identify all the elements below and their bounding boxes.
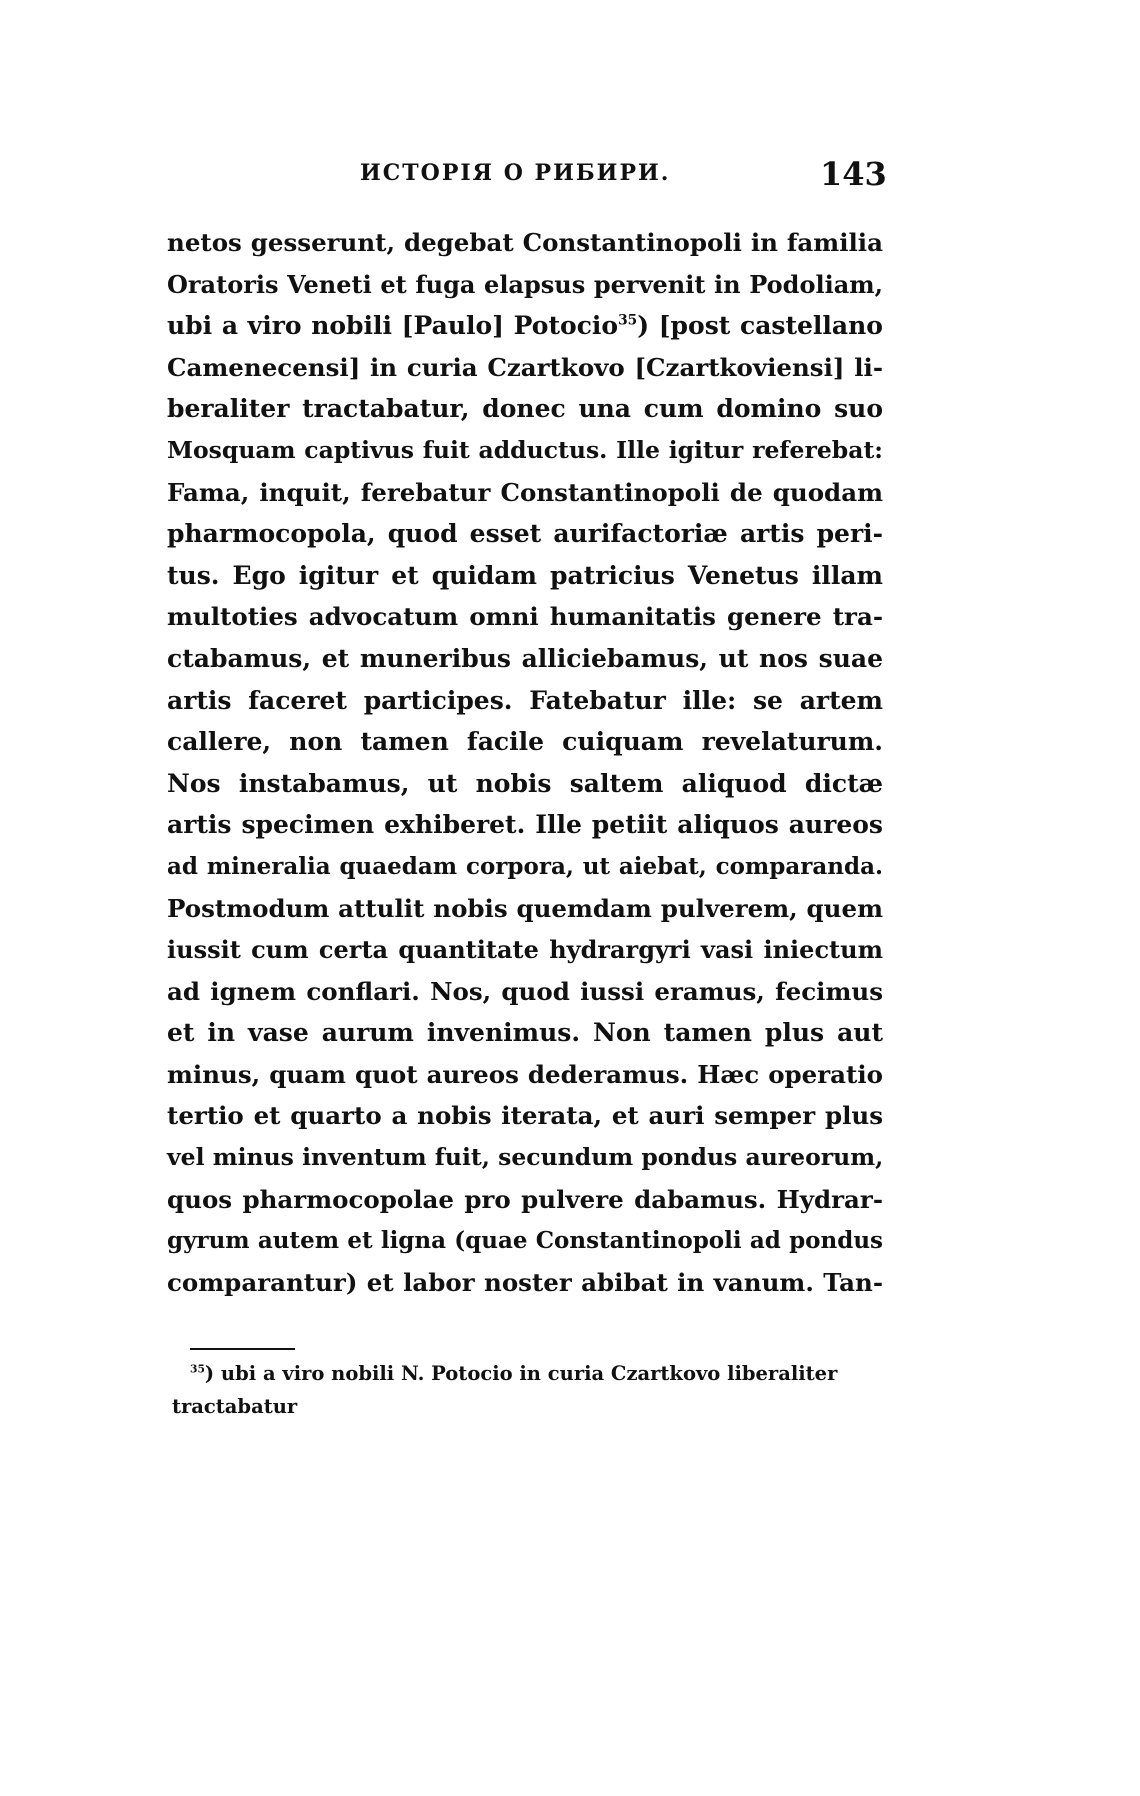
footnote-line: tractabatur [172, 1395, 298, 1418]
running-title: ИСТОРІЯ О РИБИРИ. [360, 160, 671, 186]
footnote-text: ) ubi a viro nobili N. Potocio in curia Czartkovo liberaliter [204, 1362, 838, 1385]
footnote-reference: 35 [618, 312, 638, 329]
footnote-line [172, 1357, 884, 1390]
text-line: Fama, inquit, ferebatur Constantinopoli de quodam [167, 477, 883, 507]
text-line: minus, quam quot aureos dederamus. Hæc operatio [167, 1059, 883, 1089]
text-line: ctabamus, et muneribus alliciebamus, ut nos suae [167, 643, 883, 673]
footnote-marker: 35 [190, 1362, 205, 1376]
text-line: tus. Ego igitur et quidam patricius Venetus illam [167, 560, 883, 590]
text-line: quos pharmocopolae pro pulvere dabamus. Hydrar- [167, 1184, 883, 1214]
footnote [172, 1357, 884, 1423]
text-line: beraliter tractabatur, donec una cum domino suo [167, 394, 883, 424]
text-line: tertio et quarto a nobis iterata, et auri semper plus [167, 1101, 883, 1131]
text-line: Postmodum attulit nobis quemdam pulverem, quem [167, 893, 883, 923]
text-line [167, 305, 883, 347]
text-line: multoties advocatum omni humanitatis genere tra- [167, 602, 883, 632]
text-line: ad mineralia quaedam corpora, ut aiebat, comparanda. [167, 852, 883, 880]
text-line: artis specimen exhiberet. Ille petiit aliquos aureos [167, 810, 883, 840]
text-line: ad ignem conflari. Nos, quod iussi eramus, fecimus [167, 976, 883, 1006]
text-line: Camenecensi] in curia Czartkovo [Czartkoviensi] li- [167, 352, 883, 382]
text-line-part: ) [post castellano [637, 311, 883, 341]
body-text [167, 222, 883, 1303]
text-line: callere, non tamen facile cuiquam revelaturum. [167, 727, 883, 757]
text-line: Mosquam captivus fuit adductus. Ille igitur referebat: [167, 435, 883, 464]
footnote-divider [190, 1348, 295, 1350]
text-line: Nos instabamus, ut nobis saltem aliquod dictæ [167, 768, 883, 798]
text-line: iussit cum certa quantitate hydrargyri vasi iniectum [167, 935, 883, 965]
text-line: gyrum autem et ligna (quae Constantinopoli ad pondus [167, 1227, 883, 1255]
text-line: Oratoris Veneti et fuga elapsus pervenit in Podoliam, [167, 269, 883, 299]
text-line: pharmocopola, quod esset aurifactoriæ artis peri- [167, 519, 883, 549]
text-line: vel minus inventum fuit, secundum pondus aureorum, [167, 1143, 884, 1172]
page-number: 143 [820, 155, 887, 193]
text-line-part: ubi a viro nobili [Paulo] Potocio [167, 311, 619, 341]
text-line: netos gesserunt, degebat Constantinopoli in familia [167, 228, 883, 257]
text-line: artis faceret participes. Fatebatur ille: se artem [167, 685, 883, 715]
text-line: et in vase aurum invenimus. Non tamen plus aut [167, 1018, 883, 1048]
text-line: comparantur) et labor noster abibat in vanum. Tan- [167, 1267, 883, 1297]
